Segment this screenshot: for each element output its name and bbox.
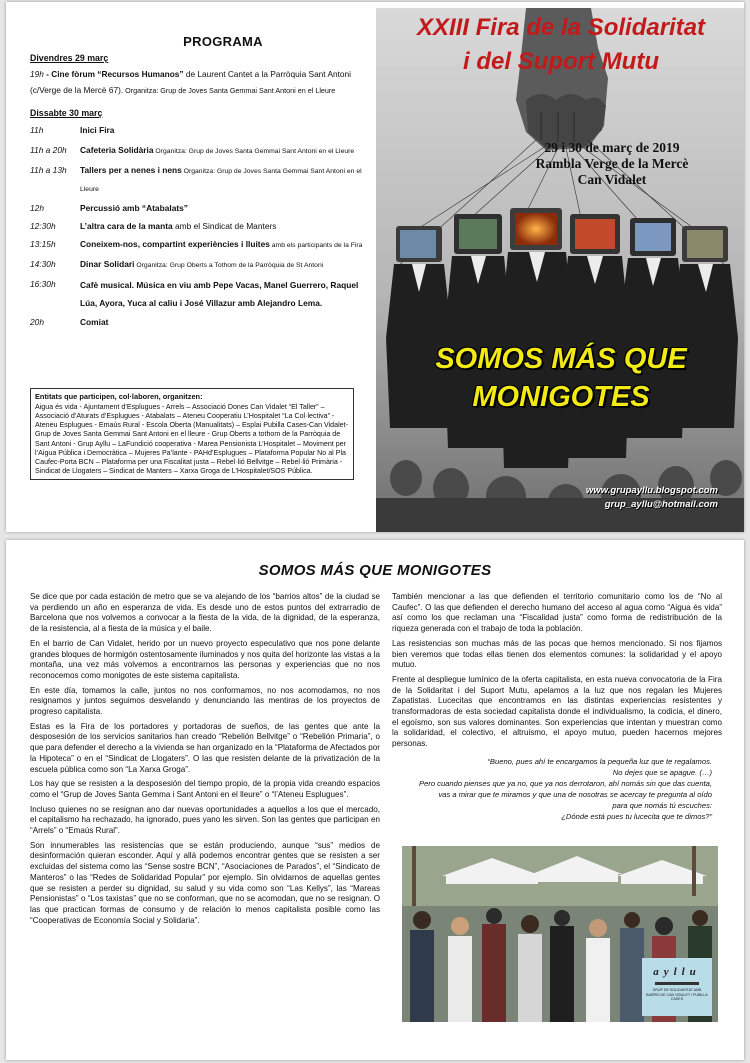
poster-artwork bbox=[376, 8, 744, 532]
quote-line: No dejes que se apague. (…) bbox=[612, 767, 712, 777]
ayllu-logo-name: ayllu bbox=[653, 966, 701, 978]
schedule-time: 16:30h bbox=[30, 278, 56, 289]
page-manifesto bbox=[6, 540, 744, 1060]
page-programa bbox=[6, 2, 744, 532]
poster-slogan-line1: SOMOS MÁS QUE bbox=[435, 343, 687, 375]
entitats-heading: Entitats que participen, col·laboren, organitzen: bbox=[35, 392, 203, 401]
paragraph: Son innumerables las resistencias que se están produciendo, aunque “sus” medios de desinformación quieran esconder. Aquí y allá podemos encontrar gentes que se resisten a ser excluidas del sistema como las “Sense sostre BCN”, “Asociaciones de Parados”, el “Sindicato de Manteros” o las “Redes de Solidaridad Popular” por ejemplo. Sin olvidarnos de aquellas gentes que se resisten a perder su dignidad, su salud y su vida como son “Las Kellys”, las “Mareas Pensionistas” o “Los taxistas” que no se conforman, que no se acomodan, que no se resignan. O las que practican formas de consumo y de relación lo menos capitalista posible como las “Cooperativas de Economía Social y Solidaria”. bbox=[30, 840, 380, 925]
poster bbox=[376, 8, 744, 532]
paragraph: Se dice que por cada estación de metro que se va alejando de los “barrios altos” de la ciudad se va perdiendo un año en esperanza de vida. Es desde uno de estos puntos del extrarradio de Barcelona que nos volvemos a convocar a la fiesta de la vida, de la dignidad, de la esperanza, de la resistencia, al a fiesta de la música y el baile. bbox=[30, 592, 380, 634]
day1-event-place: a la Parròquia Sant Antoni (c/Verge de la Mercè 67). bbox=[30, 69, 351, 95]
schedule-event: Comiat bbox=[80, 316, 109, 327]
poster-place-line1: Rambla Verge de la Mercè bbox=[535, 156, 689, 171]
schedule-event: Cafeteria Solidària bbox=[80, 144, 154, 155]
schedule-row bbox=[30, 200, 376, 216]
paragraph: Los hay que se resisten a la desposesión del tiempo propio, de la propia vida creando espacios como el “Grup de Joves Santa Gemma i Sant Antoni en el lleure” o “l’Ateneu Esplugues”. bbox=[30, 779, 380, 799]
schedule-row bbox=[30, 256, 376, 274]
schedule-row bbox=[30, 236, 376, 254]
manifesto-left-column bbox=[30, 592, 380, 930]
day1-event-name: - Cine fòrum “Recursos Humanos” bbox=[43, 69, 184, 80]
zapatista-quote bbox=[392, 756, 722, 822]
schedule-extra: amb el Sindicat de Manters bbox=[172, 220, 277, 231]
schedule-row bbox=[30, 218, 376, 234]
entitats-list: Aigua és vida - Ajuntament d’Esplugues - Arrels – Associació Dones Can Vidalet “El Taller” – Associació d’Aturats d’Esplugues - Atabalats – Ateneu Cooperatiu L’Hospitalet “La Col·lectiva” - Ateneu Esplugues - Emaús Rural - Escola Oberta (Manualitats) – Esplai Pubilla Cases-Can Vidalet-Grup de Joves Santa Gemmai Sant Antoni en el lleure - Grup Oberts a tothom de la Parròquia de Sant Antoni - Grup Ayllu – LaFundició cooperativa - Marea Pensionista L’Hospitalet – Moviment per l’Aigua Pública i Democràtica – Mujeres Pa’lante - PAHd’Esplugues – Plataforma Popular No al Pla Caufec-Porta BCN – Plataforma per una Fiscalitat justa – Rebel·lió Bellvitge – Rebel·lió Primària - Sindicat de Llogaters – Sindicat de Manters – Xarxa Groga de L’Hospitalet/SOS Pública. bbox=[35, 402, 348, 476]
day1-time: 19h bbox=[30, 69, 44, 80]
poster-place-line2: Can Vidalet bbox=[577, 172, 647, 187]
schedule-extra: Organitza: Grup Oberts a Tothom de la Parròquia de St Antoni bbox=[134, 261, 324, 269]
fair-photo bbox=[402, 846, 718, 1022]
entitats-box bbox=[30, 388, 354, 480]
poster-email[interactable]: grup_ayllu@hotmail.com bbox=[604, 499, 718, 510]
paragraph: En este día, tomamos la calle, juntos no nos conformamos, no nos acomodamos, no nos resignamos y juntos seguimos desvelando y denunciando las mentiras de los proyectos de progreso capitalista. bbox=[30, 685, 380, 717]
schedule-time: 11h a 13h bbox=[30, 164, 67, 175]
schedule-event: Percussió amb “Atabalats” bbox=[80, 202, 188, 213]
day1-title: Divendres 29 març bbox=[30, 53, 109, 64]
paragraph: Estas es la Fira de los portadores y portadoras de sueños, de las gentes que ante la desposesión de los servicios sanitarios han creado “Rebelión Bellvitge” o “Rebelión Primaria”, o que para defender el derecho a la vivienda se han organizado en la “Plataforma de Afectados por la Hipoteca” o en el “Sindicat de Llogaters”. O las que resisten delante de la privatización de la escuela pública como son “La Xarxa Groga”. bbox=[30, 721, 380, 774]
ayllu-logo bbox=[642, 958, 712, 1016]
poster-date: 29 i 30 de març de 2019 bbox=[544, 140, 680, 155]
schedule-row bbox=[30, 142, 376, 160]
quote-line: “Bueno, pues ahí te encargamos la pequeña luz que te regalamos. bbox=[487, 756, 712, 766]
poster-blog-link[interactable]: www.grupayllu.blogspot.com bbox=[585, 485, 718, 496]
schedule-time: 14:30h bbox=[30, 258, 56, 269]
schedule-event: Dinar Solidari bbox=[80, 258, 135, 269]
ayllu-logo-subtitle: GRUP DE SOLIDARITAT AMB BARRIS DE CAN VIDALET I PUBILLA CASES bbox=[646, 988, 708, 1002]
schedule-extra: Organitza: Grup de Joves Santa Gemmai Sant Antoni en el Lleure bbox=[80, 167, 362, 193]
day1-organizer: Organitza: Grup de Joves Santa Gemmai Sant Antoni en el Lleure bbox=[123, 85, 336, 95]
paragraph: En el barrio de Can Vidalet, herido por un nuevo proyecto especulativo que nos pone delante grandes bloques de hormigón ostentosamente iluminados y nos quita del horizonte las vistas a la montaña, una vez más volvemos a encontrarnos las personas y experiencias que no nos reconocemos como monigotes de este sistema capitalista. bbox=[30, 638, 380, 680]
day1-event bbox=[30, 67, 376, 99]
schedule-event: Tallers per a nenes i nens bbox=[80, 164, 182, 175]
manifesto-title: SOMOS MÁS QUE MONIGOTES bbox=[258, 562, 492, 579]
schedule-row bbox=[30, 122, 376, 140]
schedule-time: 13:15h bbox=[30, 238, 56, 249]
schedule-time: 20h bbox=[30, 316, 44, 327]
schedule-time: 11h a 20h bbox=[30, 144, 67, 155]
schedule-row bbox=[30, 314, 376, 330]
programa-title: PROGRAMA bbox=[183, 34, 263, 49]
schedule-time: 11h bbox=[30, 124, 44, 135]
poster-title-line1: XXIII Fira de la Solidaritat bbox=[416, 14, 706, 41]
schedule-event: Inici Fira bbox=[80, 124, 115, 135]
paragraph: Frente al despliegue lumínico de la oferta capitalista, en esta nueva convocatoria de la Fira de la Solidaritat i del Suport Mutu, apelamos a la luz que nos regalan les Mujeres Zapatistas. Lucecitas que encontramos en las distintas experiencias resistentes y transformadoras de esta sociedad capitalista donde el individualismo, la codicia, el dinero, el egoísmo, son sus valores dominantes. Son experiencias que intentan y muestran como la solidaridad, el colectivo, el altruismo, el apoyo mutuo, pueden hacernos mejores personas. bbox=[392, 674, 722, 749]
quote-line: ¿Dónde está pues tu lucecita que te dimos?” bbox=[561, 811, 712, 821]
schedule-row bbox=[30, 162, 376, 198]
quote-line: para que nomás tú escuches: bbox=[612, 800, 712, 810]
programa-section bbox=[30, 34, 376, 332]
schedule-extra: amb els participants de la Fira bbox=[269, 241, 363, 249]
schedule-event: Cafè musical. Música en viu amb Pepe Vacas, Manel Guerrero, Raquel Lúa, Ayora, Yuca al caliu i José Villazur amb Alejandro Lema. bbox=[80, 279, 359, 308]
poster-title-line2: i del Suport Mutu bbox=[463, 48, 659, 75]
day1-event-author: de Laurent Cantet bbox=[183, 69, 253, 80]
schedule-event: L’altra cara de la manta bbox=[80, 220, 173, 231]
paragraph: También mencionar a las que defienden el territorio comunitario como los de “No al Caufec”. O las que defienden el derecho humano del acceso al agua como “Aigua és vida” así como los que reclaman una “Fiscalidad justa” como forma de redistribución de la riqueza generada con el trabajo de toda la población. bbox=[392, 592, 722, 634]
schedule-time: 12:30h bbox=[30, 220, 56, 231]
schedule-event: Coneixem-nos, compartint experiències i lluites bbox=[80, 238, 270, 249]
manifesto-right-column bbox=[392, 592, 722, 822]
paragraph: Incluso quienes no se resignan ano dar nuevas oportunidades a aquellos a los que el mercado, el capitalismo ha rechazado, ha ignorado, pues yano les sirven. Son las gentes que participan en “Arrels” o “Emaús Rural”. bbox=[30, 804, 380, 836]
schedule-row bbox=[30, 276, 376, 312]
poster-slogan-line2: MONIGOTES bbox=[472, 381, 650, 413]
schedule-extra: Organitza: Grup de Joves Santa Gemmai Sant Antoni en el Lleure bbox=[153, 147, 355, 155]
schedule-time: 12h bbox=[30, 202, 44, 213]
paragraph: Las resistencias son muchas más de las pocas que hemos mencionado. Si nos fijamos bien veremos que todas ellas tienen dos elementos comunes: la solidaridad y el apoyo mutuo. bbox=[392, 638, 722, 670]
ayllu-logo-divider bbox=[655, 982, 699, 985]
quote-line: vas a mirar que te miramos y que una de nosotras se acercay te pregunta al oído bbox=[438, 789, 712, 799]
day2-title: Dissabte 30 març bbox=[30, 107, 103, 118]
quote-line: Pero cuando pienses que ya no, que ya nos derrotaron, ahí nomás sin que das cuenta, bbox=[419, 778, 712, 788]
